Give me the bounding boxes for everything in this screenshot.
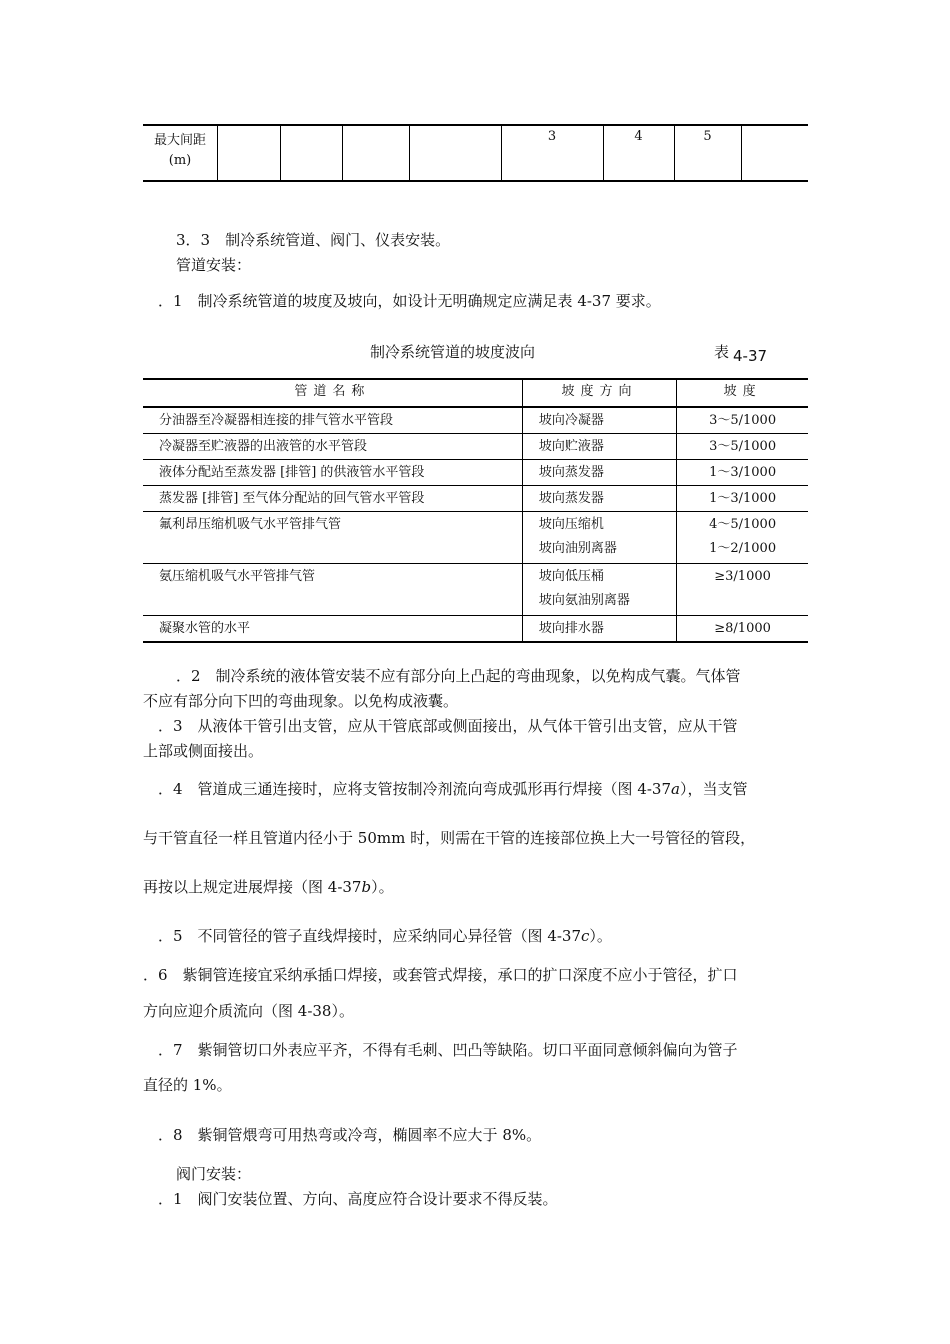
table-row [143, 512, 808, 564]
table-row [143, 434, 808, 460]
item-4-line3: 再按以上规定进展焊接（图 4-37b）。 [143, 878, 394, 896]
item-3-line1: ．3 从液体干管引出支管，应从干管底部或侧面接出，从气体干管引出支管，应从干管 [158, 717, 738, 735]
slope: ≥3/1000 [677, 564, 808, 616]
slope: 3～5/1000 [677, 434, 808, 460]
slope [677, 512, 808, 564]
direction-line: 坡向压缩机 [538, 517, 604, 532]
spacing-table [143, 124, 808, 182]
valve-install-label: 阀门安装： [176, 1165, 252, 1183]
spacing-value: 5 [703, 129, 712, 144]
direction: 坡向排水器 [522, 616, 676, 643]
section-heading: 3．3 制冷系统管道、阀门、仪表安装。 [176, 231, 451, 249]
item-1: ．1 制冷系统管道的坡度及坡向，如设计无明确规定应满足表 4-37 要求。 [158, 292, 661, 310]
item-5: ．5 不同管径的管子直线焊接时，应采纳同心异径管（图 4-37c）。 [158, 927, 612, 945]
slope: 1～3/1000 [677, 460, 808, 486]
slope: 1～3/1000 [677, 486, 808, 512]
pipe-name: 液体分配站至蒸发器 [排管] 的供液管水平管段 [143, 460, 522, 486]
slope-line: 1～2/1000 [709, 541, 777, 556]
pipe-install-label: 管道安装： [176, 256, 252, 274]
item-6-line2: 方向应迎介质流向（图 4-38）。 [143, 1002, 354, 1020]
spacing-unit: (m) [168, 153, 192, 168]
item-2-line1: ．2 制冷系统的液体管安装不应有部分向上凸起的弯曲现象，以免构成气囊。气体管 [176, 667, 741, 685]
spacing-label: 最大间距 [153, 133, 206, 148]
table-row [143, 616, 808, 643]
table-number: 4-37 [733, 347, 768, 365]
slope: ≥8/1000 [714, 621, 771, 636]
pipe-name: 冷凝器至贮液器的出液管的水平管段 [143, 434, 522, 460]
spacing-value: 3 [547, 129, 557, 144]
table-row [143, 564, 808, 616]
pipe-name: 氨压缩机吸气水平管排气管 [143, 564, 522, 616]
table-row [143, 460, 808, 486]
direction [522, 512, 676, 564]
pipe-name: 蒸发器 [排管] 至气体分配站的回气管水平管段 [143, 486, 522, 512]
direction: 坡向蒸发器 [522, 460, 676, 486]
direction: 坡向贮液器 [522, 434, 676, 460]
table-row [143, 486, 808, 512]
slope-line: 4～5/1000 [709, 517, 777, 532]
direction [522, 564, 676, 616]
table-title: 制冷系统管道的坡度波向 [370, 343, 536, 361]
spacing-value: 4 [634, 129, 643, 144]
item-3-line2: 上部或侧面接出。 [143, 742, 264, 760]
pipe-name: 分油器至冷凝器相连接的排气管水平管段 [143, 407, 522, 434]
item-7-line2: 直径的 1%。 [143, 1076, 232, 1094]
header-slope: 坡度 [677, 379, 808, 407]
direction: 坡向蒸发器 [522, 486, 676, 512]
item-4-line2: 与干管直径一样且管道内径小于 50mm 时，则需在干管的连接部位换上大一号管径的管段， [143, 829, 756, 847]
table-word: 表 [714, 343, 730, 361]
direction-line: 坡向低压桶 [538, 569, 604, 584]
item-7-line1: ．7 紫铜管切口外表应平齐，不得有毛刺、凹凸等缺陷。切口平面同意倾斜偏向为管子 [158, 1041, 738, 1059]
table-row [143, 407, 808, 434]
slope: 3～5/1000 [677, 407, 808, 434]
pipe-name: 氟利昂压缩机吸气水平管排气管 [143, 512, 522, 564]
direction: 坡向冷凝器 [522, 407, 676, 434]
direction-line: 坡向氨油别离器 [538, 593, 630, 608]
valve-item-1: ．1 阀门安装位置、方向、高度应符合设计要求不得反装。 [158, 1190, 558, 1208]
item-2-line2: 不应有部分向下凹的弯曲现象。以免构成液囊。 [143, 692, 459, 710]
direction-line: 坡向油别离器 [538, 541, 617, 556]
slope-table [143, 378, 808, 643]
pipe-name: 凝聚水管的水平 [143, 616, 522, 643]
item-4-line1: ．4 管道成三通连接时，应将支管按制冷剂流向弯成弧形再行焊接（图 4-37a），当支管 [158, 780, 748, 798]
item-8: ．8 紫铜管煨弯可用热弯或冷弯，椭圆率不应大于 8%。 [158, 1126, 542, 1144]
header-direction: 坡度方向 [522, 379, 676, 407]
header-pipe-name: 管道名称 [143, 379, 522, 407]
item-6-line1: ．6 紫铜管连接宜采纳承插口焊接，或套管式焊接，承口的扩口深度不应小于管径，扩口 [143, 966, 738, 984]
